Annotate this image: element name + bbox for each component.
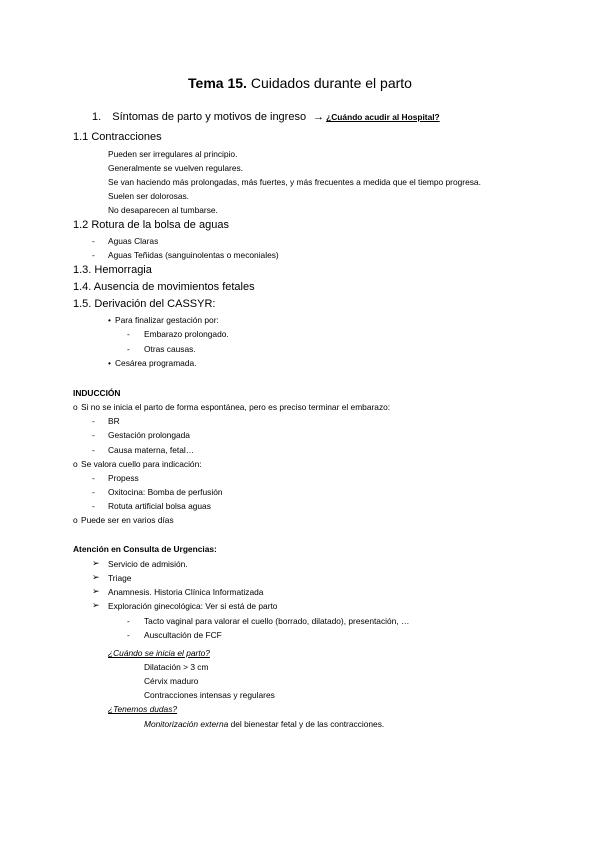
dash-marker: -: [92, 473, 95, 483]
cassyr-sub-item: Otras causas.: [144, 344, 196, 354]
parto-criterion: Dilatación > 3 cm: [144, 662, 209, 672]
bullet-marker: •: [108, 358, 111, 368]
cassyr-bullet: Cesárea programada.: [115, 358, 197, 368]
dash-marker: -: [127, 630, 130, 640]
heading-1-number: 1.: [92, 111, 102, 123]
heading-1-text: Síntomas de parto y motivos de ingreso: [112, 111, 307, 123]
parto-question: ¿Cuándo se inicia el parto?: [108, 648, 210, 658]
atencion-sub-item: Tacto vaginal para valorar el cuello (borrado, dilatado), presentación, …: [144, 616, 410, 626]
cassyr-bullet: Para finalizar gestación por:: [115, 315, 219, 325]
section-1-3-title: 1.3. Hemorragia: [73, 264, 152, 276]
dash-marker: -: [92, 236, 95, 246]
dash-marker: -: [127, 616, 130, 626]
page-title: [0, 76, 600, 90]
induccion-item: Oxitocina: Bomba de perfusión: [108, 487, 223, 497]
induccion-item: BR: [108, 416, 120, 426]
dash-marker: -: [92, 445, 95, 455]
induccion-line: Si no se inicia el parto de forma espontánea, pero es preciso terminar el embarazo:: [81, 402, 391, 412]
dash-marker: -: [127, 344, 130, 354]
title-bold: Tema 15.: [188, 75, 247, 91]
dash-marker: -: [92, 416, 95, 426]
monitorizacion-term: Monitorización externa: [144, 719, 229, 729]
contracciones-item: Se van haciendo más prolongadas, más fuertes, y más frecuentes a medida que el tiempo progresa.: [108, 177, 481, 187]
atencion-item: Servicio de admisión.: [108, 559, 188, 569]
monitorizacion-line: [144, 720, 384, 728]
hospital-link[interactable]: ¿Cuándo acudir al Hospital?: [326, 112, 440, 122]
parto-criterion: Contracciones intensas y regulares: [144, 690, 275, 700]
dash-marker: -: [92, 501, 95, 511]
induccion-title: INDUCCIÓN: [73, 388, 121, 398]
section-1-2-title: 1.2 Rotura de la bolsa de aguas: [73, 219, 229, 231]
monitorizacion-rest: del bienestar fetal y de las contracciones.: [228, 719, 385, 729]
dash-marker: -: [92, 250, 95, 260]
arrowhead-marker: ➢: [92, 572, 100, 582]
heading-1: [92, 112, 440, 123]
induccion-item: Causa materna, fetal…: [108, 445, 195, 455]
rotura-item: Aguas Teñidas (sanguinolentas o meconiales): [108, 250, 279, 260]
dash-marker: -: [127, 329, 130, 339]
atencion-item: Triage: [108, 573, 132, 583]
section-1-4-title: 1.4. Ausencia de movimientos fetales: [73, 281, 255, 293]
atencion-item: Exploración ginecológica: Ver si está de parto: [108, 601, 278, 611]
induccion-item: Propess: [108, 473, 139, 483]
contracciones-item: No desaparecen al tumbarse.: [108, 205, 218, 215]
parto-criterion: Cérvix maduro: [144, 676, 199, 686]
dash-marker: -: [92, 430, 95, 440]
contracciones-item: Pueden ser irregulares al principio.: [108, 149, 238, 159]
induccion-line: Puede ser en varios días: [81, 515, 174, 525]
rotura-item: Aguas Claras: [108, 236, 159, 246]
induccion-item: Rotuta artificial bolsa aguas: [108, 501, 211, 511]
induccion-line: Se valora cuello para indicación:: [81, 459, 202, 469]
dudas-question: ¿Tenemos dudas?: [108, 704, 178, 714]
contracciones-item: Suelen ser dolorosas.: [108, 191, 190, 201]
cassyr-sub-item: Embarazo prolongado.: [144, 329, 229, 339]
arrowhead-marker: ➢: [92, 600, 100, 610]
arrowhead-marker: ➢: [92, 586, 100, 596]
induccion-item: Gestación prolongada: [108, 430, 190, 440]
heading-1-arrow: →: [313, 111, 325, 123]
contracciones-item: Generalmente se vuelven regulares.: [108, 163, 244, 173]
circle-marker: o: [73, 515, 78, 525]
atencion-item: Anamnesis. Historia Clínica Informatizada: [108, 587, 264, 597]
title-rest: Cuidados durante el parto: [246, 75, 412, 91]
section-1-5-title: 1.5. Derivación del CASSYR:: [73, 298, 216, 310]
circle-marker: o: [73, 459, 78, 469]
atencion-sub-item: Auscultación de FCF: [144, 630, 222, 640]
atencion-title: Atención en Consulta de Urgencias:: [73, 544, 217, 554]
circle-marker: o: [73, 402, 78, 412]
bullet-marker: •: [108, 315, 111, 325]
section-1-1-title: 1.1 Contracciones: [73, 131, 162, 143]
dash-marker: -: [92, 487, 95, 497]
arrowhead-marker: ➢: [92, 558, 100, 568]
